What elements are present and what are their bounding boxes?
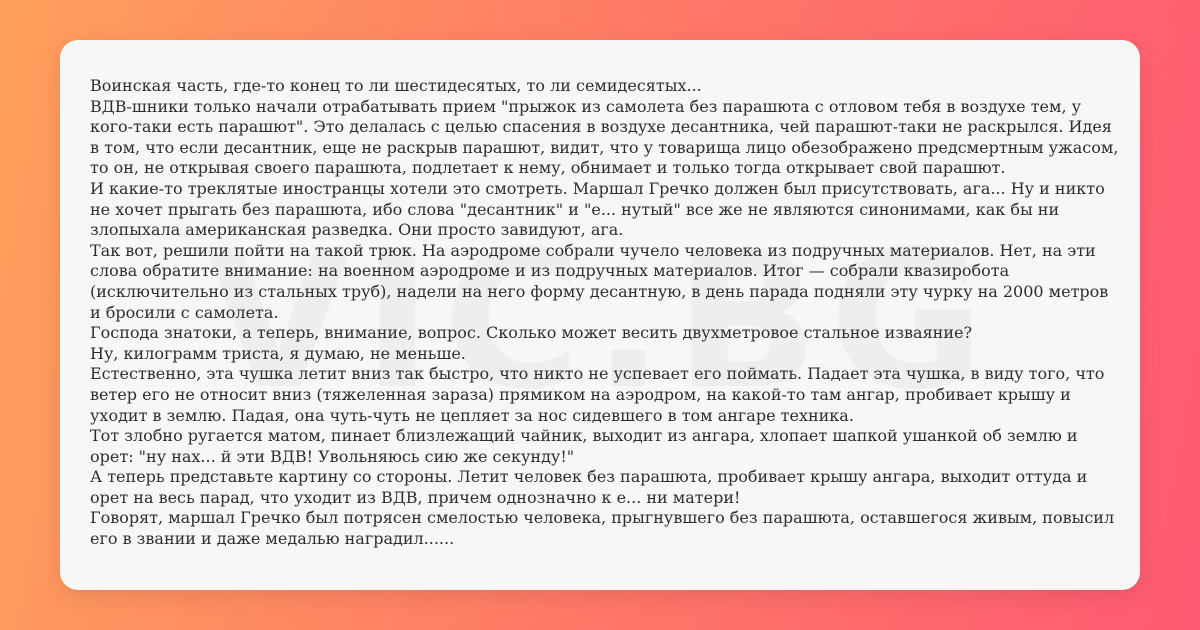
story-paragraph: Господа знатоки, а теперь, внимание, вопрос. Сколько может весить двухметровое стальное изваяние? [90,323,973,343]
story-paragraph: Ну, килограмм триста, я думаю, не меньше. [90,343,466,363]
story-paragraph: А теперь представьте картину со стороны. Летит человек без парашюта, пробивает крышу ангара, выходит оттуда и орет на весь парад, что уходит из ВДВ, причем однозначно к е... ни матери! [90,467,1088,507]
story-paragraph: Естественно, эта чушка летит вниз так быстро, что никто не успевает его поймать. Падает эта чушка, в виду того, что ветер его не относит вниз (тяжеленная зараза) прямиком на аэродром, на какой-то там ангар, пробивает крышу и уходит в землю. Падая, она чуть-чуть не цепляет за нос сидевшего в том ангаре техника. [90,364,1105,425]
story-paragraph: Тот злобно ругается матом, пинает близлежащий чайник, выходит из ангара, хлопает шапкой ушанкой об землю и орет: "ну нах... й эти ВДВ! Увольняюсь сию же секунду!" [90,426,1078,466]
story-paragraph: И какие-то треклятые иностранцы хотели это смотреть. Маршал Гречко должен был присутствовать, ага... Ну и никто не хочет прыгать без парашюта, ибо слова "десантник" и "е... нутый" все же не являются синонимами, как бы ни злопыхала американская разведка. Они просто завидуют, ага. [90,178,1105,240]
story-paragraph: ВДВ-шники только начали отрабатывать прием "прыжок из самолета без парашюта с отловом тебя в воздухе тем, у кого-таки есть парашют". Это делалась с целью спасения в воздухе десантника, чей парашют-таки не раскрылся. Идея в том, что если десантник, еще не раскрыв парашют, видит, что у товарища лицо обезображено предсмертным ужасом, то он, не открывая своего парашюта, подлетает к нему, обнимает и только тогда открывает свой парашют. [90,96,1119,178]
story-paragraph: Воинская часть, где-то конец то ли шестидесятых, то ли семидесятых... [90,76,702,95]
story-paragraph: Говорят, маршал Гречко был потрясен смелостью человека, прыгнувшего без парашюта, оставшегося живым, повысил его в звании и даже медалью наградил...... [90,508,1115,549]
story-text [90,76,1120,550]
story-paragraph: Так вот, решили пойти на такой трюк. На аэродроме собрали чучело человека из подручных материалов. Нет, на эти слова обратите внимание: на военном аэродроме и из подручных материалов. Итог — собрали квазиробота (исключительно из стальных труб), надели на него форму десантную, в день парада подняли эту чурку на 2000 метров и бросили с самолета. [90,240,1109,322]
story-card [60,40,1140,590]
